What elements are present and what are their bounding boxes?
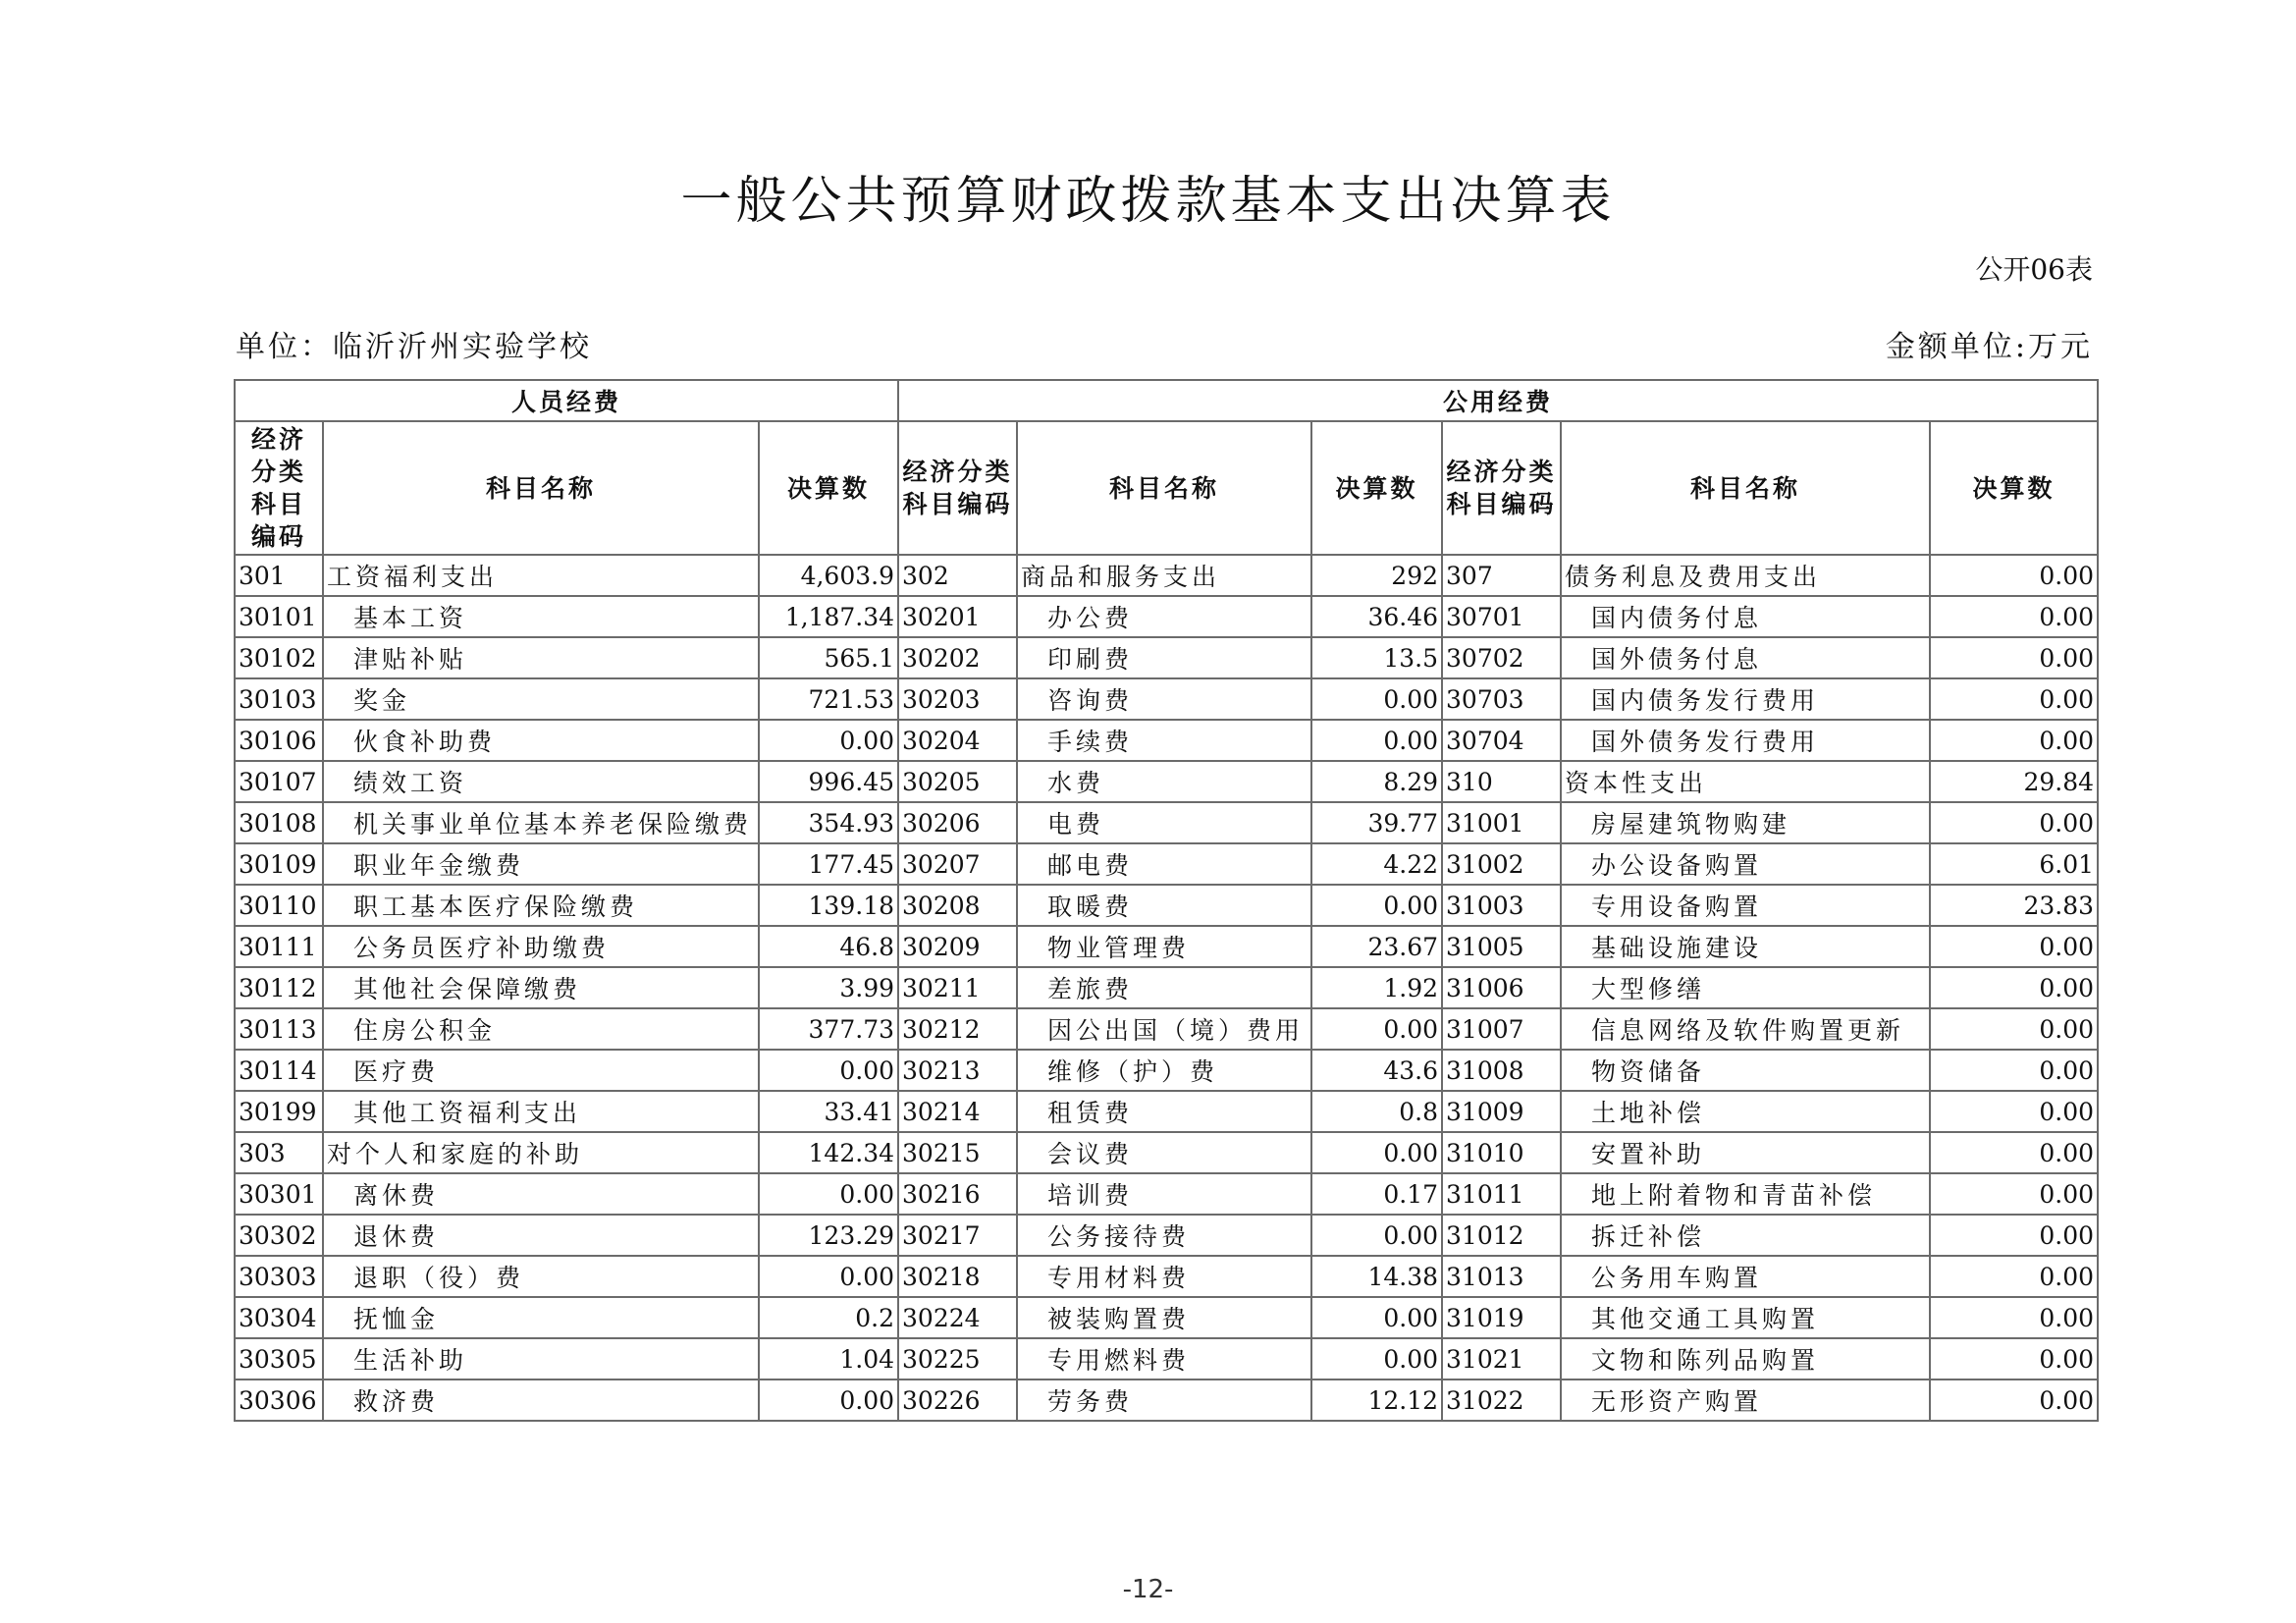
code-cell: 30201 (898, 596, 1017, 637)
name-cell: 邮电费 (1017, 843, 1311, 885)
name-cell: 奖金 (323, 678, 759, 720)
name-cell: 信息网络及软件购置更新 (1561, 1008, 1930, 1050)
col-header-amount: 决算数 (759, 421, 898, 555)
name-cell: 会议费 (1017, 1132, 1311, 1173)
name-cell: 拆迁补偿 (1561, 1215, 1930, 1256)
code-cell: 30205 (898, 761, 1017, 802)
name-cell: 公务员医疗补助缴费 (323, 926, 759, 967)
code-cell: 301 (235, 555, 323, 596)
table-row (235, 1297, 2098, 1338)
name-cell: 工资福利支出 (323, 555, 759, 596)
name-cell: 物业管理费 (1017, 926, 1311, 967)
code-cell: 302 (898, 555, 1017, 596)
col-header-name: 科目名称 (1017, 421, 1311, 555)
amount-cell: 0.00 (1930, 1215, 2098, 1256)
table-row (235, 596, 2098, 637)
code-cell: 30225 (898, 1338, 1017, 1380)
name-cell: 公务接待费 (1017, 1215, 1311, 1256)
code-cell: 30110 (235, 885, 323, 926)
name-cell: 咨询费 (1017, 678, 1311, 720)
code-cell: 30108 (235, 802, 323, 843)
code-cell: 30206 (898, 802, 1017, 843)
name-cell: 租赁费 (1017, 1091, 1311, 1132)
amount-cell: 142.34 (759, 1132, 898, 1173)
code-cell: 30306 (235, 1380, 323, 1421)
name-cell: 取暖费 (1017, 885, 1311, 926)
amount-cell: 13.5 (1311, 637, 1442, 678)
amount-cell: 6.01 (1930, 843, 2098, 885)
code-cell: 31003 (1442, 885, 1561, 926)
table-row (235, 1008, 2098, 1050)
col-header-amount: 决算数 (1930, 421, 2098, 555)
col-header-name: 科目名称 (1561, 421, 1930, 555)
name-cell: 伙食补助费 (323, 720, 759, 761)
code-cell: 30202 (898, 637, 1017, 678)
name-cell: 职业年金缴费 (323, 843, 759, 885)
amount-cell: 0.17 (1311, 1173, 1442, 1215)
code-cell: 31009 (1442, 1091, 1561, 1132)
code-cell: 30114 (235, 1050, 323, 1091)
amount-cell: 12.12 (1311, 1380, 1442, 1421)
amount-cell: 8.29 (1311, 761, 1442, 802)
amount-cell: 14.38 (1311, 1256, 1442, 1297)
amount-cell: 0.00 (759, 1050, 898, 1091)
table-row (235, 555, 2098, 596)
table-body (235, 555, 2098, 1421)
amount-cell: 565.1 (759, 637, 898, 678)
table-row (235, 926, 2098, 967)
code-cell: 31013 (1442, 1256, 1561, 1297)
code-cell: 30207 (898, 843, 1017, 885)
code-cell: 31002 (1442, 843, 1561, 885)
amount-cell: 0.00 (1930, 1008, 2098, 1050)
amount-cell: 0.00 (1930, 637, 2098, 678)
page-title: 一般公共预算财政拨款基本支出决算表 (680, 172, 1616, 231)
code-cell: 30106 (235, 720, 323, 761)
code-cell: 30107 (235, 761, 323, 802)
table-row (235, 802, 2098, 843)
code-cell: 30212 (898, 1008, 1017, 1050)
name-cell: 其他社会保障缴费 (323, 967, 759, 1008)
code-cell: 30113 (235, 1008, 323, 1050)
code-cell: 30218 (898, 1256, 1017, 1297)
code-cell: 30213 (898, 1050, 1017, 1091)
name-cell: 文物和陈列品购置 (1561, 1338, 1930, 1380)
col-header-code: 经济分类科目编码 (898, 421, 1017, 555)
code-cell: 30214 (898, 1091, 1017, 1132)
amount-cell: 0.00 (1311, 1008, 1442, 1050)
amount-cell: 139.18 (759, 885, 898, 926)
amount-cell: 0.00 (1311, 1215, 1442, 1256)
table-row (235, 1215, 2098, 1256)
name-cell: 职工基本医疗保险缴费 (323, 885, 759, 926)
name-cell: 国外债务付息 (1561, 637, 1930, 678)
amount-cell: 0.00 (759, 720, 898, 761)
name-cell: 公务用车购置 (1561, 1256, 1930, 1297)
code-cell: 30701 (1442, 596, 1561, 637)
code-cell: 307 (1442, 555, 1561, 596)
code-cell: 30211 (898, 967, 1017, 1008)
code-cell: 30208 (898, 885, 1017, 926)
code-cell: 31007 (1442, 1008, 1561, 1050)
amount-cell: 0.00 (1930, 1132, 2098, 1173)
name-cell: 专用材料费 (1017, 1256, 1311, 1297)
col-header-name: 科目名称 (323, 421, 759, 555)
name-cell: 大型修缮 (1561, 967, 1930, 1008)
name-cell: 物资储备 (1561, 1050, 1930, 1091)
group-header-personnel: 人员经费 (235, 380, 898, 421)
amount-cell: 36.46 (1311, 596, 1442, 637)
amount-cell: 0.00 (1930, 926, 2098, 967)
code-cell: 31021 (1442, 1338, 1561, 1380)
amount-cell: 123.29 (759, 1215, 898, 1256)
amount-cell: 4,603.9 (759, 555, 898, 596)
table-row (235, 885, 2098, 926)
name-cell: 国外债务发行费用 (1561, 720, 1930, 761)
amount-cell: 43.6 (1311, 1050, 1442, 1091)
amount-cell: 0.00 (1930, 1091, 2098, 1132)
name-cell: 水费 (1017, 761, 1311, 802)
col-header-amount: 决算数 (1311, 421, 1442, 555)
table-row (235, 843, 2098, 885)
amount-cell: 354.93 (759, 802, 898, 843)
amount-cell: 0.00 (759, 1173, 898, 1215)
amount-cell: 0.00 (1311, 1132, 1442, 1173)
code-cell: 30103 (235, 678, 323, 720)
amount-unit-label: 金额单位:万元 (1885, 330, 2093, 364)
code-cell: 31005 (1442, 926, 1561, 967)
amount-cell: 0.00 (1930, 1297, 2098, 1338)
amount-cell: 0.00 (759, 1380, 898, 1421)
code-cell: 31010 (1442, 1132, 1561, 1173)
amount-cell: 39.77 (1311, 802, 1442, 843)
code-cell: 31019 (1442, 1297, 1561, 1338)
amount-cell: 0.00 (1311, 885, 1442, 926)
name-cell: 房屋建筑物购建 (1561, 802, 1930, 843)
code-cell: 31022 (1442, 1380, 1561, 1421)
name-cell: 基本工资 (323, 596, 759, 637)
amount-cell: 0.00 (1930, 720, 2098, 761)
name-cell: 国内债务发行费用 (1561, 678, 1930, 720)
name-cell: 地上附着物和青苗补偿 (1561, 1173, 1930, 1215)
amount-cell: 46.8 (759, 926, 898, 967)
amount-cell: 0.00 (1930, 1173, 2098, 1215)
code-cell: 30112 (235, 967, 323, 1008)
code-cell: 30702 (1442, 637, 1561, 678)
amount-cell: 0.2 (759, 1297, 898, 1338)
code-cell: 30302 (235, 1215, 323, 1256)
amount-cell: 1.92 (1311, 967, 1442, 1008)
name-cell: 因公出国（境）费用 (1017, 1008, 1311, 1050)
amount-cell: 0.00 (1311, 720, 1442, 761)
table-row (235, 1338, 2098, 1380)
table-row (235, 1050, 2098, 1091)
code-cell: 30102 (235, 637, 323, 678)
col-header-code: 经济分类科目编码 (235, 421, 323, 555)
amount-cell: 0.00 (1930, 596, 2098, 637)
code-cell: 30203 (898, 678, 1017, 720)
code-cell: 30215 (898, 1132, 1017, 1173)
name-cell: 专用燃料费 (1017, 1338, 1311, 1380)
amount-cell: 0.00 (1930, 1050, 2098, 1091)
amount-cell: 721.53 (759, 678, 898, 720)
amount-cell: 3.99 (759, 967, 898, 1008)
code-cell: 30199 (235, 1091, 323, 1132)
name-cell: 被装购置费 (1017, 1297, 1311, 1338)
code-cell: 30109 (235, 843, 323, 885)
code-cell: 30303 (235, 1256, 323, 1297)
code-cell: 30101 (235, 596, 323, 637)
table-row (235, 1256, 2098, 1297)
table-row (235, 678, 2098, 720)
table-row (235, 1132, 2098, 1173)
name-cell: 土地补偿 (1561, 1091, 1930, 1132)
code-cell: 30216 (898, 1173, 1017, 1215)
name-cell: 其他工资福利支出 (323, 1091, 759, 1132)
table-row (235, 967, 2098, 1008)
name-cell: 培训费 (1017, 1173, 1311, 1215)
name-cell: 生活补助 (323, 1338, 759, 1380)
table-row (235, 761, 2098, 802)
name-cell: 对个人和家庭的补助 (323, 1132, 759, 1173)
name-cell: 差旅费 (1017, 967, 1311, 1008)
name-cell: 救济费 (323, 1380, 759, 1421)
table-row (235, 1091, 2098, 1132)
code-cell: 30704 (1442, 720, 1561, 761)
code-cell: 31012 (1442, 1215, 1561, 1256)
amount-cell: 996.45 (759, 761, 898, 802)
amount-cell: 29.84 (1930, 761, 2098, 802)
code-cell: 30305 (235, 1338, 323, 1380)
amount-cell: 377.73 (759, 1008, 898, 1050)
name-cell: 其他交通工具购置 (1561, 1297, 1930, 1338)
amount-cell: 23.67 (1311, 926, 1442, 967)
name-cell: 住房公积金 (323, 1008, 759, 1050)
code-cell: 31001 (1442, 802, 1561, 843)
amount-cell: 0.8 (1311, 1091, 1442, 1132)
code-cell: 30224 (898, 1297, 1017, 1338)
name-cell: 基础设施建设 (1561, 926, 1930, 967)
name-cell: 办公费 (1017, 596, 1311, 637)
name-cell: 印刷费 (1017, 637, 1311, 678)
amount-cell: 0.00 (1930, 678, 2098, 720)
code-cell: 31011 (1442, 1173, 1561, 1215)
name-cell: 维修（护）费 (1017, 1050, 1311, 1091)
name-cell: 离休费 (323, 1173, 759, 1215)
amount-cell: 4.22 (1311, 843, 1442, 885)
code-cell: 30111 (235, 926, 323, 967)
name-cell: 专用设备购置 (1561, 885, 1930, 926)
table-row (235, 720, 2098, 761)
amount-cell: 1,187.34 (759, 596, 898, 637)
code-cell: 303 (235, 1132, 323, 1173)
name-cell: 绩效工资 (323, 761, 759, 802)
table-row (235, 1380, 2098, 1421)
amount-cell: 0.00 (1311, 678, 1442, 720)
name-cell: 商品和服务支出 (1017, 555, 1311, 596)
name-cell: 劳务费 (1017, 1380, 1311, 1421)
name-cell: 手续费 (1017, 720, 1311, 761)
code-cell: 310 (1442, 761, 1561, 802)
code-cell: 31006 (1442, 967, 1561, 1008)
table-row (235, 637, 2098, 678)
code-cell: 30209 (898, 926, 1017, 967)
name-cell: 安置补助 (1561, 1132, 1930, 1173)
table-row (235, 1173, 2098, 1215)
amount-cell: 23.83 (1930, 885, 2098, 926)
code-cell: 30304 (235, 1297, 323, 1338)
name-cell: 津贴补贴 (323, 637, 759, 678)
code-cell: 30226 (898, 1380, 1017, 1421)
amount-cell: 0.00 (759, 1256, 898, 1297)
form-number: 公开06表 (1975, 253, 2093, 286)
amount-cell: 292 (1311, 555, 1442, 596)
name-cell: 电费 (1017, 802, 1311, 843)
amount-cell: 33.41 (759, 1091, 898, 1132)
amount-cell: 0.00 (1930, 802, 2098, 843)
unit-label: 单位：临沂沂州实验学校 (236, 330, 592, 364)
name-cell: 退休费 (323, 1215, 759, 1256)
group-header-public: 公用经费 (898, 380, 2098, 421)
amount-cell: 0.00 (1930, 1256, 2098, 1297)
amount-cell: 0.00 (1930, 555, 2098, 596)
amount-cell: 0.00 (1311, 1338, 1442, 1380)
name-cell: 债务利息及费用支出 (1561, 555, 1930, 596)
name-cell: 机关事业单位基本养老保险缴费 (323, 802, 759, 843)
col-header-code: 经济分类科目编码 (1442, 421, 1561, 555)
amount-cell: 177.45 (759, 843, 898, 885)
name-cell: 无形资产购置 (1561, 1380, 1930, 1421)
name-cell: 抚恤金 (323, 1297, 759, 1338)
amount-cell: 0.00 (1311, 1297, 1442, 1338)
code-cell: 30217 (898, 1215, 1017, 1256)
page-number: -12- (1122, 1575, 1174, 1604)
amount-cell: 0.00 (1930, 967, 2098, 1008)
name-cell: 办公设备购置 (1561, 843, 1930, 885)
budget-table (234, 379, 2099, 1422)
amount-cell: 0.00 (1930, 1338, 2098, 1380)
name-cell: 资本性支出 (1561, 761, 1930, 802)
code-cell: 30301 (235, 1173, 323, 1215)
name-cell: 国内债务付息 (1561, 596, 1930, 637)
name-cell: 退职（役）费 (323, 1256, 759, 1297)
name-cell: 医疗费 (323, 1050, 759, 1091)
code-cell: 31008 (1442, 1050, 1561, 1091)
amount-cell: 0.00 (1930, 1380, 2098, 1421)
amount-cell: 1.04 (759, 1338, 898, 1380)
code-cell: 30703 (1442, 678, 1561, 720)
code-cell: 30204 (898, 720, 1017, 761)
